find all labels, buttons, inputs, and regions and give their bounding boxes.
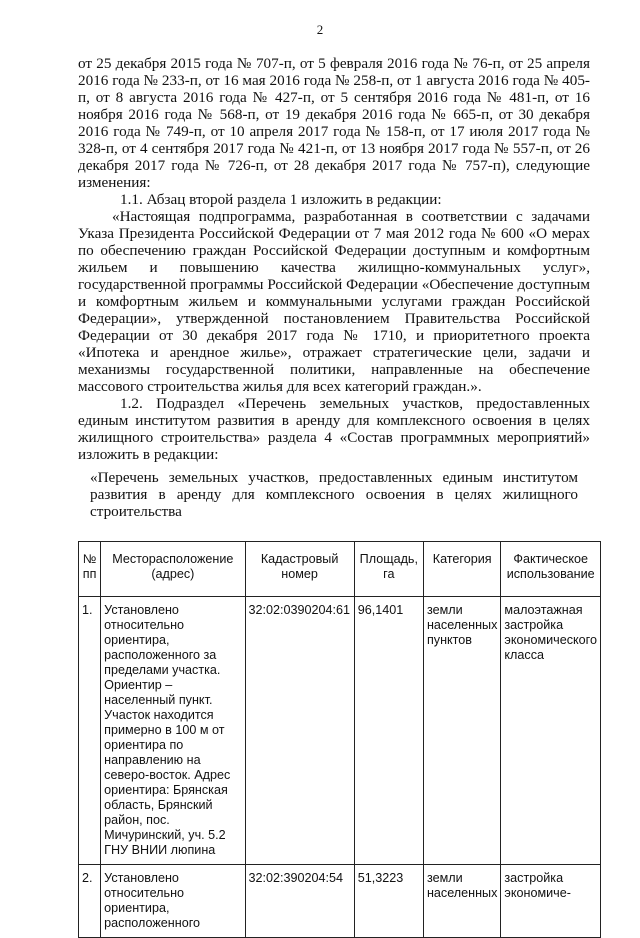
paragraph-1-1: 1.1. Абзац второй раздела 1 изложить в редакции: (120, 191, 442, 208)
table-row (79, 865, 601, 938)
document-body (78, 55, 590, 520)
cell-cadastral: 32:02:0390204:61 (245, 597, 354, 865)
cell-usage: малоэтажная застройка экономического класса (501, 597, 601, 865)
page-number: 2 (316, 22, 324, 37)
cell-num: 1. (79, 597, 101, 865)
land-plots-table (78, 541, 601, 938)
header-location: Месторасположение (адрес) (101, 542, 245, 597)
paragraph-1-2: 1.2. Подраздел «Перечень земельных участков, предоставленных единым институтом развития в аренду для комплексного освоения в целях жилищного строительства» раздела 4 «Состав программных мероприятий» изложить в редакции: (78, 395, 590, 463)
cell-category: земли населенных (423, 865, 500, 938)
cell-usage: застройка экономиче- (501, 865, 601, 938)
cell-area: 51,3223 (354, 865, 423, 938)
cell-cadastral: 32:02:390204:54 (245, 865, 354, 938)
cell-num: 2. (79, 865, 101, 938)
cell-location: Установлено относительно ориентира, расположенного за пределами участка. Ориентир – населенный пункт. Участок находится примерно в 100 м от ориентира по направлению на северо-восток. Адрес ориентира: Брянская область, Брянский район, пос. Мичуринский, уч. 5.2 ГНУ ВНИИ люпина (101, 597, 245, 865)
cell-category: земли населенных пунктов (423, 597, 500, 865)
paragraph-amendments-list: от 25 декабря 2015 года № 707-п, от 5 февраля 2016 года № 76-п, от 25 апреля 2016 года № 233-п, от 16 мая 2016 года № 258-п, от 1 августа 2016 года № 405-п, от 8 августа 2016 года № 427-п, от 5 сентября 2016 года № 481-п, от 16 ноября 2016 года № 568-п, от 19 декабря 2016 года № 665-п, от 30 декабря 2016 года № 749-п, от 10 апреля 2017 года № 158-п, от 17 июля 2017 года № 328-п, от 4 сентября 2017 года № 421-п, от 13 ноября 2017 года № 557-п, от 26 декабря 2017 года № 726-п, от 28 декабря 2017 года № 757-п), следующие изменения: (78, 55, 590, 191)
cell-location: Установлено относительно ориентира, расположенного (101, 865, 245, 938)
header-num: № пп (79, 542, 101, 597)
header-cadastral: Кадастровый номер (245, 542, 354, 597)
table-row (79, 597, 601, 865)
paragraph-quote: «Настоящая подпрограмма, разработанная в соответствии с задачами Указа Президента Российской Федерации от 7 мая 2012 года № 600 «О мерах по обеспечению граждан Российской Федерации доступным и комфортным жильем и повышению качества жилищно-коммунальных услуг», государственной программы Российской Федерации «Обеспечение доступным и комфортным жильем и коммунальными услугами граждан Российской Федерации», утвержденной постановлением Правительства Российской Федерации от 30 декабря 2017 года № 1710, и приоритетного проекта «Ипотека и арендное жилье», отражает стратегические цели, задачи и механизмы государственной политики, направленные на обеспечение массового строительства жилья для всех категорий граждан.». (78, 208, 590, 395)
table-header-row (79, 542, 601, 597)
header-area: Площадь, га (354, 542, 423, 597)
table-title: «Перечень земельных участков, предоставленных единым институтом развития в аренду для комплексного освоения в целях жилищного строительства (90, 469, 578, 520)
header-usage: Фактическое использование (501, 542, 601, 597)
header-category: Категория (423, 542, 500, 597)
cell-area: 96,1401 (354, 597, 423, 865)
